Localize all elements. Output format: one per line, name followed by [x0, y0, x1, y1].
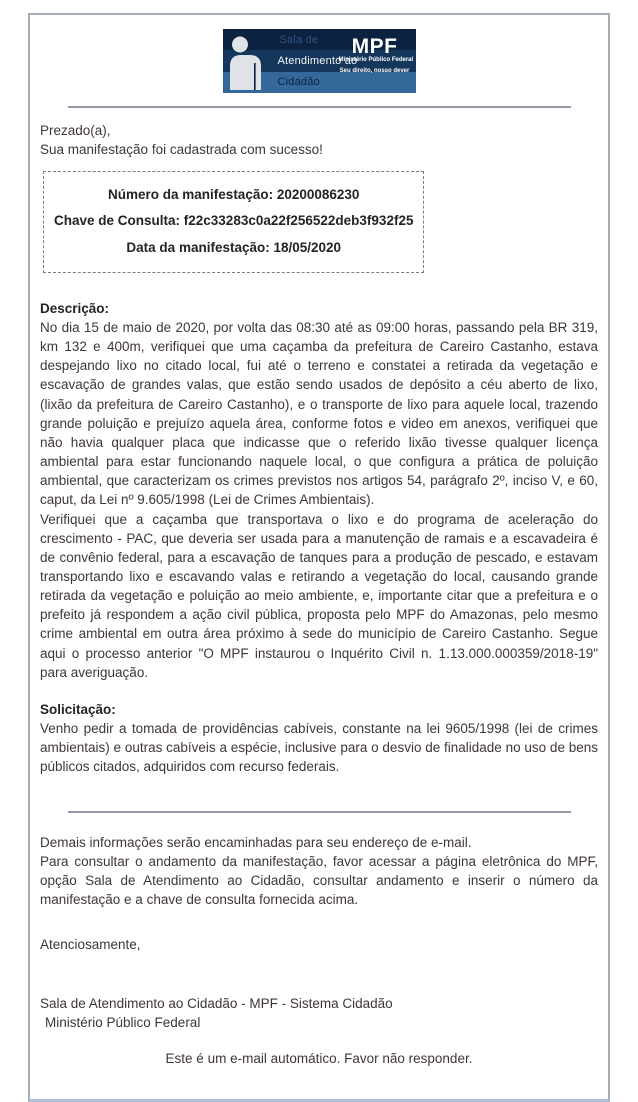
person-icon [228, 36, 264, 93]
description-section [40, 299, 598, 682]
consultation-key: Chave de Consulta: f22c33283c0a22f256522deb3f932f25 [54, 213, 414, 229]
request-body: Venho pedir a tomada de providências cabíveis, constante na lei 9605/1998 (lei de crimes ambientais) e outras cabíveis a espécie, inclusive para o desvio de finalidade no uso de bens públicos citados, adquiridos com recurso federais. [40, 721, 598, 775]
bottom-divider [68, 811, 571, 813]
manifestation-number: Número da manifestação: 20200086230 [108, 187, 360, 203]
manifestation-date: Data da manifestação: 18/05/2020 [126, 239, 342, 255]
mpf-logo-tagline: Seu direito, nosso dever [339, 68, 410, 75]
description-heading: Descrição: [40, 300, 110, 316]
mpf-banner [223, 29, 416, 93]
confirmation-text: Sua manifestação foi cadastrada com sucesso! [40, 142, 323, 158]
email-body [28, 13, 610, 1102]
request-heading: Solicitação: [40, 701, 116, 717]
top-divider [68, 106, 571, 108]
signature-line-1: Sala de Atendimento ao Cidadão - MPF - Sistema Cidadão [40, 996, 393, 1012]
auto-reply-notice: Este é um e-mail automático. Favor não responder. [165, 1050, 473, 1066]
mpf-logo [338, 35, 414, 75]
mpf-logo-subtitle: Ministério Público Federal [338, 57, 414, 63]
banner-title-line3: Cidadão [277, 76, 320, 88]
request-section [40, 700, 598, 777]
banner-title-line2: Atendimento ao [277, 55, 358, 67]
email-notice: Demais informações serão encaminhadas para seu endereço de e-mail. [40, 834, 472, 850]
salutation-text: Prezado(a), [40, 123, 111, 138]
banner-title-line1: Sala de [279, 34, 319, 46]
description-paragraph-2: Verifiquei que a caçamba que transportava o lixo e do programa de aceleração do crescimento - PAC, que deveria ser usada para a manutenção de ramais e a escavadeira é de convênio federal, para a escavação de tanques para a produção de pescado, e estavam transportando lixo e escavando valas e retirando a vegetação do local, causando grande retirada da vegetação e poluição ao meio ambiente, e, importante citar que a prefeitura e o prefeito já respondem a ação civil pública, proposta pelo MPF do Amazonas, pelo mesmo crime ambiental em outra área próximo à sede do município de Careiro Castanho. Segue aqui o processo anterior "O MPF instaurou o Inquérito Civil n. 1.13.000.000359/2018-19" para averiguação. [40, 511, 598, 680]
manifestation-info-wrap [43, 171, 598, 272]
description-paragraph-1: No dia 15 de maio de 2020, por volta das 08:30 até as 09:00 horas, passando pela BR 319, km 132 e 400m, verifiquei que uma caçamba da prefeitura de Careiro Castanho, estava despejando lixo no citado local, fui até o terreno e constatei a retirada da vegetação e escavação de grandes valas, que estão sendo usados de depósito a céu aberto de lixo, (lixão da prefeitura de Careiro Castanho), e o transporte de lixo para aquele local, trazendo grande poluição e prejuízo aquela área, conforme fotos e video em anexos, verifiquei que não havia qualquer placa que indicasse que o referido lixão tivesse qualquer licença ambiental para estar funcionando naquele local, o que configura a prática de poluição ambiental, que caracterizam os crimes previstos nos artigos 54, parágrafo 2º, inciso V, e 60, caput, da Lei nº 9.605/1998 (Lei de Crimes Ambientais). [40, 319, 598, 508]
greeting-block [40, 121, 598, 159]
mpf-logo-text: MPF [351, 35, 398, 58]
signature-line-2: Ministério Público Federal [45, 1015, 201, 1031]
manifestation-info-box [43, 171, 424, 272]
consult-instructions: Para consultar o andamento da manifestação, favor acessar a página eletrônica do MPF, opção Sala de Atendimento ao Cidadão, consultar andamento e inserir o número da manifestação e a chave de consulta fornecida acima. [40, 853, 598, 907]
signature-block [40, 994, 598, 1032]
closing-text: Atenciosamente, [40, 937, 141, 953]
